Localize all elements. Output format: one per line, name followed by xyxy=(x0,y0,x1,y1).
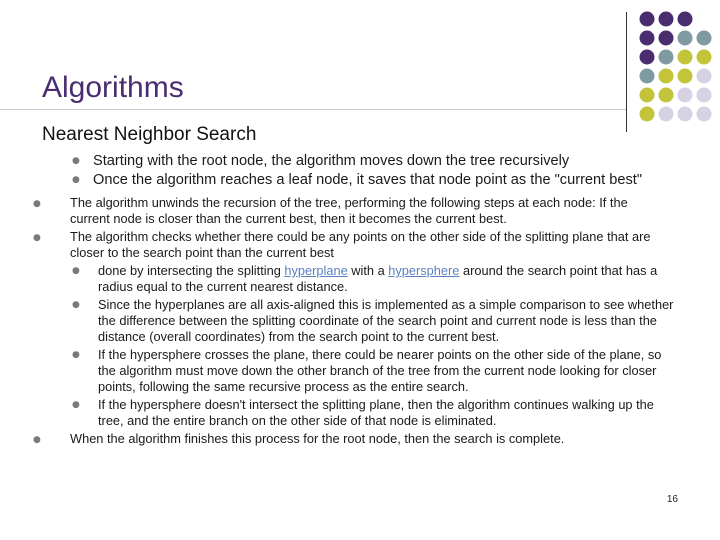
decorative-dot xyxy=(678,69,693,84)
decorative-dot xyxy=(678,88,693,103)
bullet-text: The algorithm checks whether there could be any points on the other side of the splitting plane that are closer to the search point than the current best xyxy=(70,229,651,260)
sub-bullet-no-intersect xyxy=(0,397,676,429)
decorative-dot xyxy=(659,69,674,84)
bullet-finish xyxy=(0,431,665,447)
bullet-icon: ● xyxy=(33,199,41,209)
bullet-text: Once the algorithm reaches a leaf node, it saves that node point as the "current best" xyxy=(93,171,643,188)
bullet-text: When the algorithm finishes this process for the root node, then the search is complete. xyxy=(70,431,565,446)
bullet-icon: ● xyxy=(72,350,80,360)
decorative-dot xyxy=(659,31,674,46)
sub-bullet-intersect xyxy=(0,263,676,295)
decorative-vertical-line xyxy=(626,12,627,132)
decorative-dot xyxy=(640,69,655,84)
bullet-icon: ● xyxy=(72,400,80,410)
bullet-icon: ● xyxy=(72,300,80,310)
decorative-dot xyxy=(697,31,712,46)
decorative-dot xyxy=(697,107,712,122)
bullet-intro-1 xyxy=(0,152,663,171)
bullet-text-part: with a xyxy=(347,263,389,278)
decorative-dot xyxy=(640,50,655,65)
decorative-dot xyxy=(697,69,712,84)
bullet-icon: ● xyxy=(72,174,80,185)
bullet-icon: ● xyxy=(33,233,41,243)
bullet-intro-2 xyxy=(0,171,663,190)
bullet-check xyxy=(0,229,665,261)
bullet-text xyxy=(98,263,657,294)
decorative-dot xyxy=(697,50,712,65)
slide-subtitle: Nearest Neighbor Search xyxy=(42,124,257,145)
decorative-dot xyxy=(697,88,712,103)
decorative-dot xyxy=(659,50,674,65)
decorative-dot xyxy=(659,12,674,27)
slide-title: Algorithms xyxy=(42,71,184,104)
bullet-text-part: done by intersecting the splitting xyxy=(98,263,285,278)
bullet-text: Starting with the root node, the algorithm moves down the tree recursively xyxy=(93,153,570,169)
bullet-icon: ● xyxy=(72,156,80,166)
bullet-text-part: around the search point that has a radius equal to the current nearest distance. xyxy=(98,263,658,294)
sub-bullet-crosses xyxy=(0,347,676,395)
bullet-text: If the hypersphere crosses the plane, there could be nearer points on the other side of the plane, so the algorithm must move down the other branch of the tree from the current node looking for closer points, following the same recursive process as the entire search. xyxy=(98,347,662,394)
hypersphere-link[interactable]: hypersphere xyxy=(388,263,460,278)
sub-bullet-axis-aligned xyxy=(0,297,676,345)
bullet-unwind xyxy=(0,195,665,227)
decorative-dot xyxy=(640,12,655,27)
decorative-dot xyxy=(678,107,693,122)
decorative-dot xyxy=(659,107,674,122)
hyperplane-link[interactable]: hyperplane xyxy=(284,263,348,278)
bullet-icon: ● xyxy=(33,435,41,445)
bullet-icon: ● xyxy=(72,266,80,276)
decorative-dot xyxy=(640,88,655,103)
bullet-text: The algorithm unwinds the recursion of the tree, performing the following steps at each node: If the current node is closer than the current best, then it becomes the current best. xyxy=(70,195,628,226)
bullet-list xyxy=(0,152,720,447)
decorative-dot xyxy=(678,12,693,27)
decorative-dot-grid xyxy=(638,10,720,140)
page-number: 16 xyxy=(666,494,678,505)
title-divider xyxy=(0,109,626,110)
bullet-text: If the hypersphere doesn't intersect the splitting plane, then the algorithm continues walking up the tree, and the entire branch on the other side of that node is eliminated. xyxy=(98,397,654,428)
decorative-dot xyxy=(659,88,674,103)
decorative-dot xyxy=(640,31,655,46)
bullet-text: Since the hyperplanes are all axis-aligned this is implemented as a simple comparison to see whether the difference between the splitting coordinate of the search point and current node is less than the distance (overall coordinates) from the search point to the current best. xyxy=(98,297,674,344)
decorative-dot xyxy=(678,31,693,46)
decorative-dot xyxy=(640,107,655,122)
decorative-dot xyxy=(678,50,693,65)
